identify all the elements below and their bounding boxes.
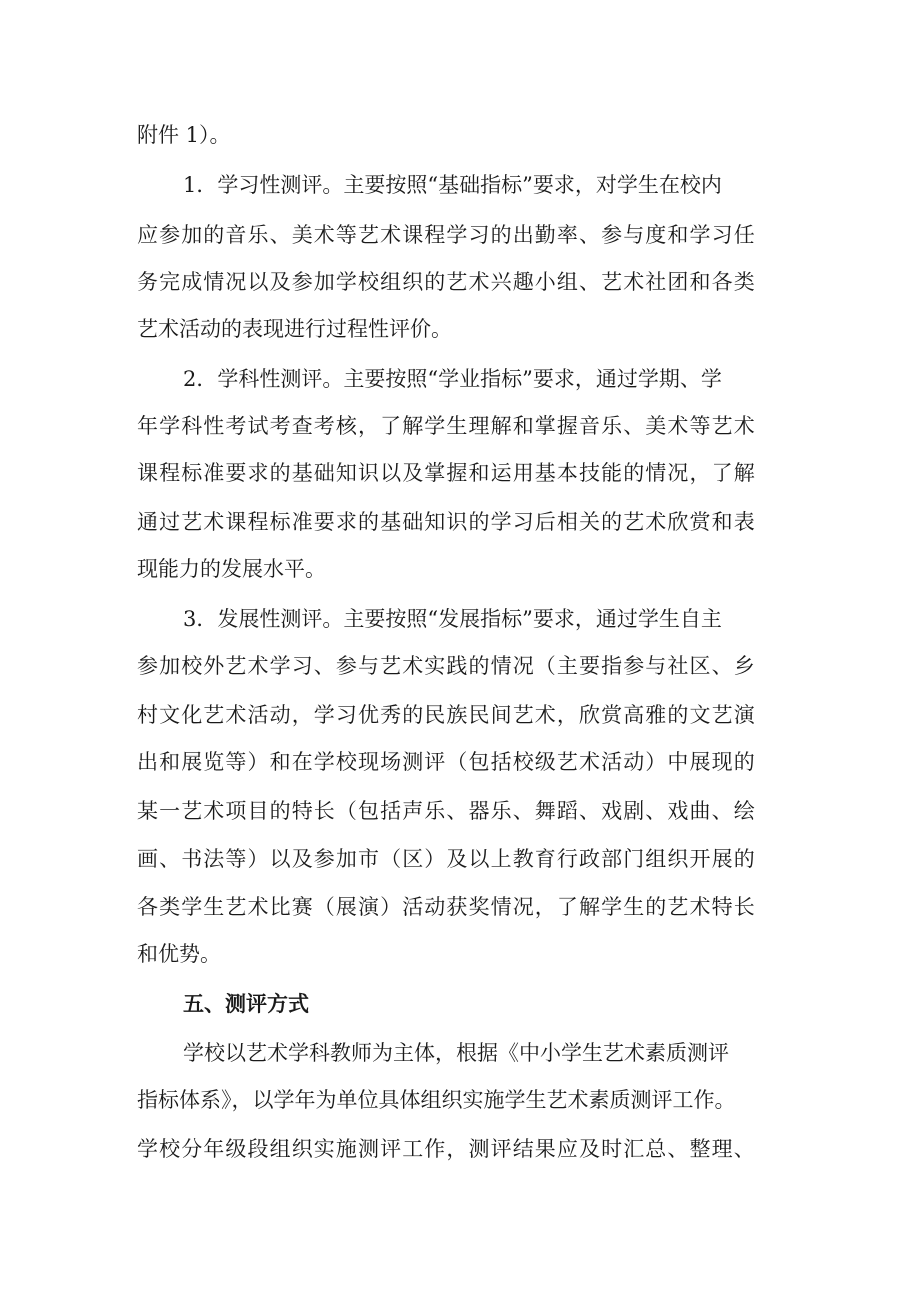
text-line: 指标体系》，以学年为单位具体组织实施学生艺术素质测评工作。 [137, 1088, 736, 1112]
text-line: 各类学生艺术比赛（展演）活动获奖情况，了解学生的艺术特长 [137, 895, 756, 919]
text-line: 应参加的音乐、美术等艺术课程学习的出勤率、参与度和学习任 [137, 223, 756, 247]
text-line: 年学科性考试考查考核，了解学生理解和掌握音乐、美术等艺术 [137, 414, 756, 438]
text-line: 村文化艺术活动，学习优秀的民族民间艺术，欣赏高雅的文艺演 [137, 703, 756, 727]
text-line: 务完成情况以及参加学校组织的艺术兴趣小组、艺术社团和各类 [137, 270, 756, 294]
text-line: 学校分年级段组织实施测评工作，测评结果应及时汇总、整理、 [137, 1137, 756, 1161]
text-line: 现能力的发展水平。 [137, 557, 326, 581]
text-line: 附件 1）。 [137, 123, 231, 147]
text-line: 学校以艺术学科教师为主体，根据《中小学生艺术素质测评 [183, 1041, 729, 1065]
text-line: 2．学科性测评。主要按照“学业指标”要求，通过学期、学 [183, 367, 722, 391]
text-line: 1．学习性测评。主要按照“基础指标”要求，对学生在校内 [183, 173, 722, 197]
text-line: 参加校外艺术学习、参与艺术实践的情况（主要指参与社区、乡 [137, 654, 756, 678]
text-line: 画、书法等）以及参加市（区）及以上教育行政部门组织开展的 [137, 847, 756, 871]
text-line: 3．发展性测评。主要按照“发展指标”要求，通过学生自主 [183, 607, 722, 631]
text-line: 艺术活动的表现进行过程性评价。 [137, 317, 452, 341]
section-heading: 五、测评方式 [183, 992, 309, 1016]
text-line: 和优势。 [137, 942, 221, 966]
text-line: 通过艺术课程标准要求的基础知识的学习后相关的艺术欣赏和表 [137, 510, 756, 534]
text-line: 课程标准要求的基础知识以及掌握和运用基本技能的情况，了解 [137, 461, 756, 485]
text-line: 某一艺术项目的特长（包括声乐、器乐、舞蹈、戏剧、戏曲、绘 [137, 799, 756, 823]
text-line: 出和展览等）和在学校现场测评（包括校级艺术活动）中展现的 [137, 750, 756, 774]
